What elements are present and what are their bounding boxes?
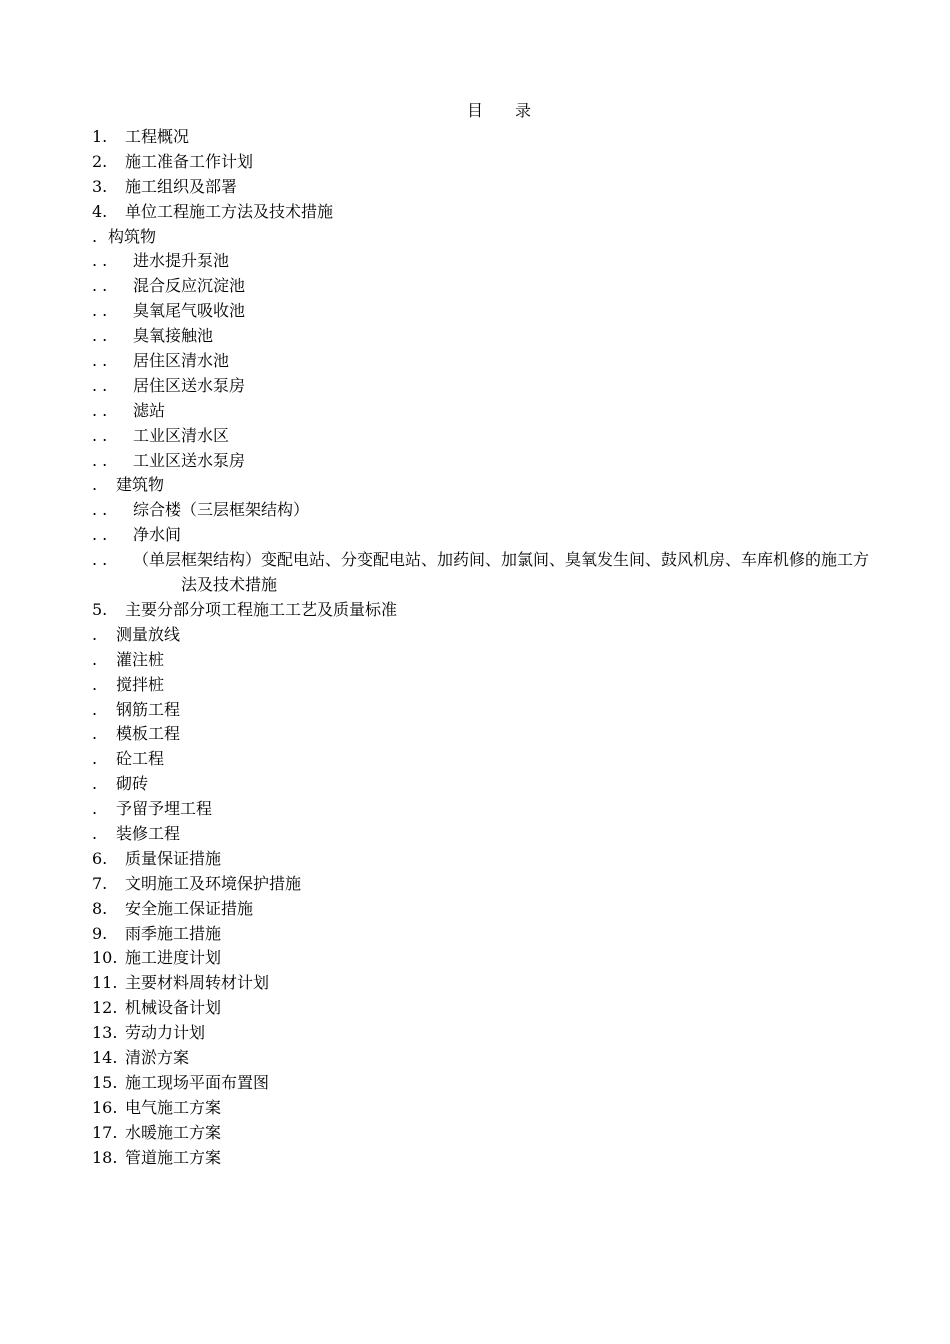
toc-entry bbox=[92, 1021, 912, 1046]
toc-entry bbox=[92, 847, 912, 872]
toc-subentry bbox=[92, 623, 912, 648]
entry-number: 16. bbox=[92, 1097, 118, 1117]
entry-number: . . bbox=[92, 400, 108, 420]
entry-text: 清淤方案 bbox=[125, 1047, 190, 1067]
entry-number: . . bbox=[92, 500, 108, 520]
entry-text: 钢筋工程 bbox=[116, 699, 181, 719]
entry-text: 混合反应沉淀池 bbox=[133, 276, 246, 296]
toc-entry bbox=[92, 1146, 912, 1171]
entry-number: . bbox=[92, 699, 98, 719]
entry-text: 质量保证措施 bbox=[125, 848, 222, 868]
entry-text: 文明施工及环境保护措施 bbox=[125, 873, 302, 893]
entry-text-continuation: 法及技术措施 bbox=[181, 575, 278, 595]
toc-entry bbox=[92, 996, 912, 1021]
entry-text: 安全施工保证措施 bbox=[125, 898, 254, 918]
table-of-contents bbox=[92, 125, 912, 1170]
entry-text: 施工现场平面布置图 bbox=[125, 1072, 270, 1092]
entry-number: 2. bbox=[92, 151, 108, 171]
entry-text: 砼工程 bbox=[116, 749, 165, 769]
entry-text: 进水提升泵池 bbox=[133, 251, 230, 271]
entry-number: 7. bbox=[92, 873, 108, 893]
entry-text: 滤站 bbox=[133, 400, 166, 420]
entry-text: 劳动力计划 bbox=[125, 1023, 206, 1043]
toc-subsubentry bbox=[92, 249, 912, 274]
entry-text: 主要分部分项工程施工工艺及质量标准 bbox=[125, 599, 398, 619]
toc-subentry bbox=[92, 797, 912, 822]
toc-title-text: 目 录 bbox=[466, 101, 531, 120]
toc-entry bbox=[92, 1096, 912, 1121]
entry-number: 9. bbox=[92, 923, 108, 943]
toc-subsubentry bbox=[92, 324, 912, 349]
entry-number: . . bbox=[92, 351, 108, 371]
toc-subsubentry bbox=[92, 424, 912, 449]
toc-subsubentry bbox=[92, 449, 912, 474]
entry-text: 工程概况 bbox=[125, 127, 190, 146]
entry-number: . bbox=[92, 823, 98, 843]
entry-text: 施工进度计划 bbox=[125, 948, 222, 968]
entry-number: . . bbox=[92, 450, 108, 470]
entry-number: . bbox=[92, 774, 98, 794]
toc-entry bbox=[92, 971, 912, 996]
entry-text: 建筑物 bbox=[116, 475, 165, 495]
entry-text: 雨季施工措施 bbox=[125, 923, 222, 943]
entry-number: . . bbox=[92, 276, 108, 296]
entry-number: . bbox=[92, 226, 98, 246]
entry-text: 构筑物 bbox=[108, 226, 157, 246]
entry-number: 10. bbox=[92, 948, 118, 968]
toc-subsubentry bbox=[92, 523, 912, 548]
toc-entry bbox=[92, 897, 912, 922]
entry-number: . bbox=[92, 674, 98, 694]
entry-text: 单位工程施工方法及技术措施 bbox=[125, 201, 334, 221]
entry-text: 电气施工方案 bbox=[125, 1097, 222, 1117]
entry-text: 予留予埋工程 bbox=[116, 799, 213, 819]
toc-subentry bbox=[92, 648, 912, 673]
toc-subsubentry bbox=[92, 498, 912, 523]
entry-text: 管道施工方案 bbox=[125, 1147, 222, 1167]
entry-text: 居住区清水池 bbox=[133, 351, 230, 371]
entry-text: 测量放线 bbox=[116, 624, 181, 644]
entry-text: 施工组织及部署 bbox=[125, 176, 238, 196]
toc-entry bbox=[92, 1071, 912, 1096]
entry-text: 净水间 bbox=[133, 525, 182, 545]
toc-subentry bbox=[92, 473, 912, 498]
toc-entry bbox=[92, 1121, 912, 1146]
entry-text: 主要材料周转材计划 bbox=[125, 973, 270, 993]
entry-text: 机械设备计划 bbox=[125, 998, 222, 1018]
toc-entry bbox=[92, 1046, 912, 1071]
toc-entry bbox=[92, 922, 912, 947]
entry-number: 5. bbox=[92, 599, 108, 619]
entry-number: . . bbox=[92, 301, 108, 321]
entry-number: 6. bbox=[92, 848, 108, 868]
entry-text: 臭氧尾气吸收池 bbox=[133, 301, 246, 321]
entry-text: 施工准备工作计划 bbox=[125, 151, 254, 171]
entry-number: 14. bbox=[92, 1047, 118, 1067]
entry-text: 工业区清水区 bbox=[133, 425, 230, 445]
entry-number: . bbox=[92, 749, 98, 769]
toc-entry bbox=[92, 200, 912, 225]
entry-number: 17. bbox=[92, 1122, 118, 1142]
toc-subsubentry bbox=[92, 274, 912, 299]
entry-number: . . bbox=[92, 326, 108, 346]
toc-entry bbox=[92, 872, 912, 897]
entry-number: . bbox=[92, 624, 98, 644]
toc-subentry bbox=[92, 698, 912, 723]
entry-number: . . bbox=[92, 425, 108, 445]
toc-subsubentry bbox=[92, 374, 912, 399]
toc-title bbox=[0, 98, 950, 121]
entry-text: 综合楼（三层框架结构） bbox=[133, 500, 310, 520]
entry-number: 18. bbox=[92, 1147, 118, 1167]
toc-entry bbox=[92, 125, 912, 150]
entry-text: 工业区送水泵房 bbox=[133, 450, 246, 470]
entry-text: 臭氧接触池 bbox=[133, 326, 214, 346]
entry-number: . . bbox=[92, 251, 108, 271]
entry-text-wrapped bbox=[133, 548, 903, 598]
entry-text: 装修工程 bbox=[116, 823, 181, 843]
toc-subentry bbox=[92, 772, 912, 797]
entry-number: 12. bbox=[92, 998, 118, 1018]
entry-number: . . bbox=[92, 550, 108, 570]
toc-entry bbox=[92, 598, 912, 623]
toc-subentry bbox=[92, 225, 912, 250]
toc-subentry bbox=[92, 822, 912, 847]
entry-number: 4. bbox=[92, 201, 108, 221]
entry-number: 15. bbox=[92, 1072, 118, 1092]
entry-text: 砌砖 bbox=[116, 774, 149, 794]
toc-subentry bbox=[92, 722, 912, 747]
entry-number: . bbox=[92, 799, 98, 819]
toc-entry bbox=[92, 946, 912, 971]
entry-number: . . bbox=[92, 525, 108, 545]
entry-number: 1. bbox=[92, 127, 108, 146]
entry-number: . bbox=[92, 475, 98, 495]
toc-subentry bbox=[92, 747, 912, 772]
entry-number: . bbox=[92, 649, 98, 669]
entry-number: 11. bbox=[92, 973, 118, 993]
entry-number: 8. bbox=[92, 898, 108, 918]
entry-text: 居住区送水泵房 bbox=[133, 375, 246, 395]
toc-subsubentry bbox=[92, 349, 912, 374]
entry-text: （单层框架结构）变配电站、分变配电站、加药间、加氯间、臭氧发生间、鼓风机房、车库机修的施工方 bbox=[133, 550, 870, 570]
entry-number: 3. bbox=[92, 176, 108, 196]
entry-number: 13. bbox=[92, 1023, 118, 1043]
entry-number: . bbox=[92, 724, 98, 744]
toc-subsubentry bbox=[92, 399, 912, 424]
toc-subsubentry bbox=[92, 548, 912, 598]
toc-entry bbox=[92, 175, 912, 200]
toc-subentry bbox=[92, 673, 912, 698]
toc-subsubentry bbox=[92, 299, 912, 324]
entry-number: . . bbox=[92, 375, 108, 395]
entry-text: 模板工程 bbox=[116, 724, 181, 744]
toc-entry bbox=[92, 150, 912, 175]
entry-text: 水暖施工方案 bbox=[125, 1122, 222, 1142]
entry-text: 灌注桩 bbox=[116, 649, 165, 669]
entry-text: 搅拌桩 bbox=[116, 674, 165, 694]
